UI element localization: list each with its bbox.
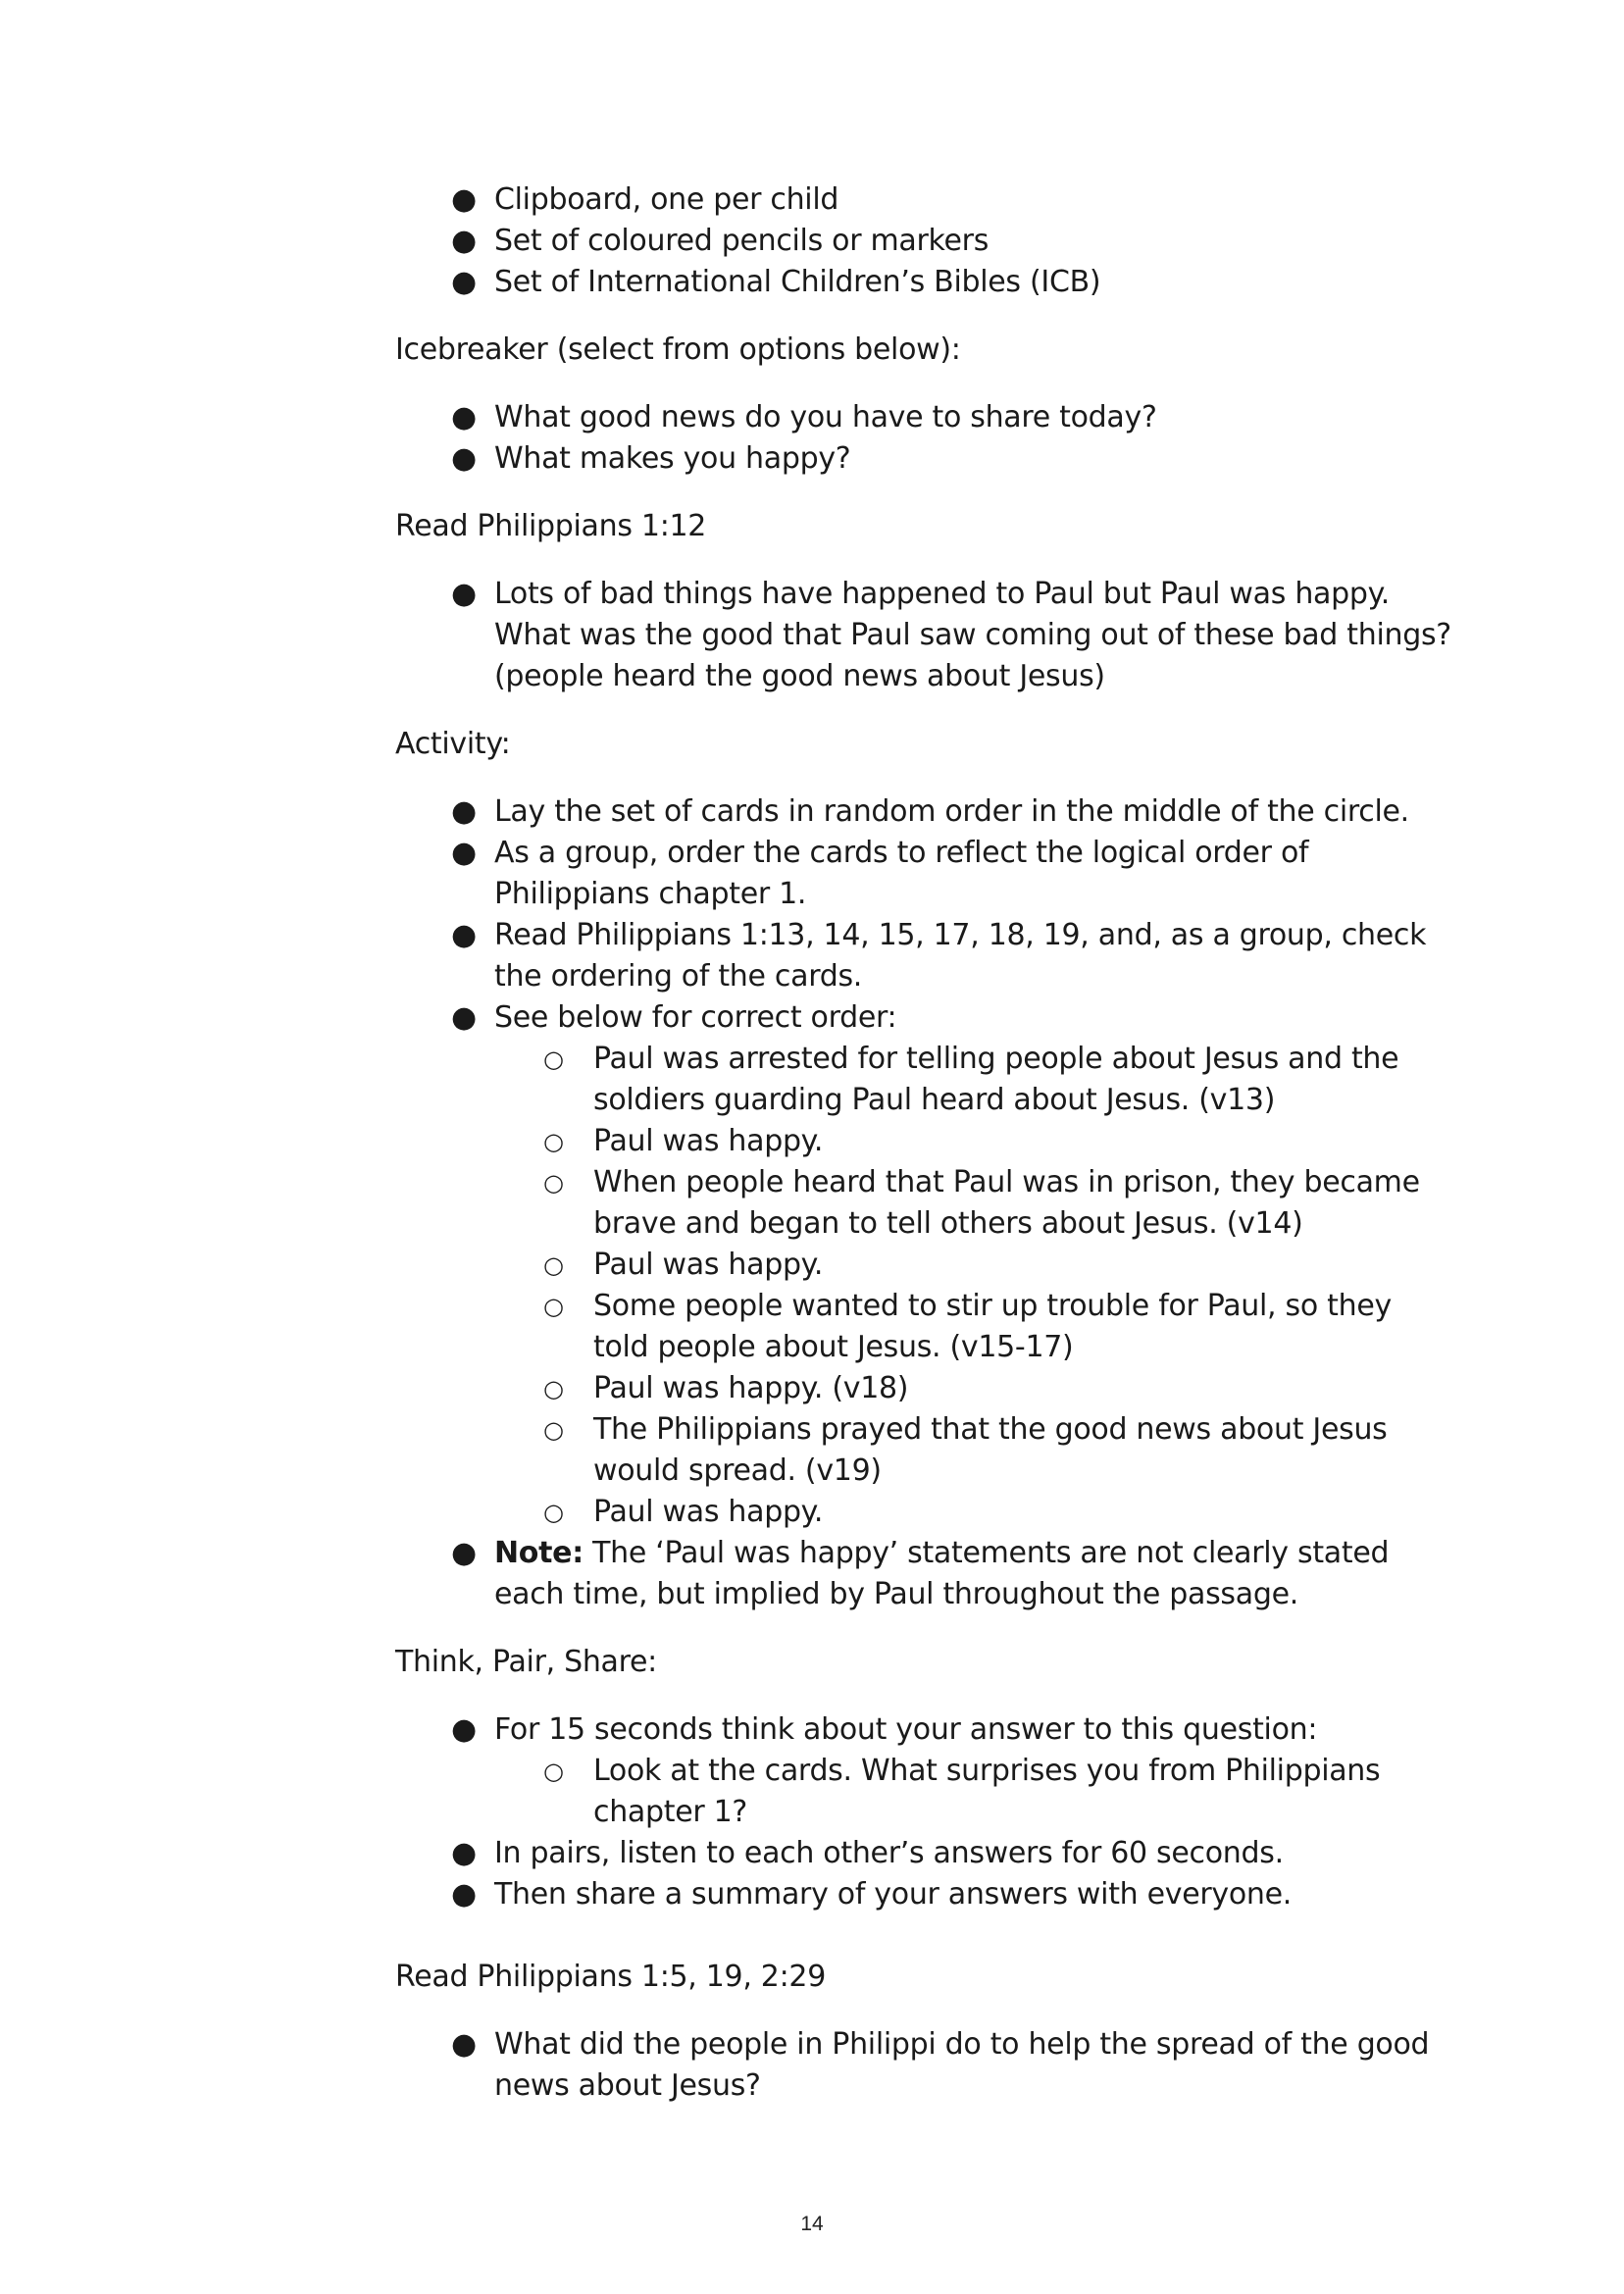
icebreaker-heading: Icebreaker (select from options below): — [395, 332, 961, 367]
list-item: ● See below for correct order: ○ Paul was arrested for telling people about Jesus and the soldiers guarding Paul heard about Jesus. (v13) ○ Paul was happy. ○ When people heard that Paul was in prison, they became brave and began to tell others about Jesus. (v14) ○ Paul was happy. ○ Some people wanted to stir up trouble for Paul, so they told people about Jesus. (v15-17) ○ Paul was happy. (v18) ○ The Philippians prayed that the good news about Jesus would spread. (v19) ○ Paul was happy. — [395, 997, 1454, 1533]
list-item: ○ Paul was happy. — [494, 1245, 1454, 1286]
list-item: ● What did the people in Philippi do to help the spread of the good news about Jesus? — [395, 2024, 1454, 2107]
list-item: ○ Look at the cards. What surprises you from Philippians chapter 1? — [494, 1751, 1454, 1833]
list-item: ○ The Philippians prayed that the good news about Jesus would spread. (v19) — [494, 1409, 1454, 1492]
read-philippians-heading: Read Philippians 1:12 — [395, 509, 707, 543]
list-item: ● Lay the set of cards in random order in the middle of the circle. — [395, 791, 1454, 833]
activity-heading: Activity: — [395, 727, 511, 761]
bullet-icon: ● — [451, 1836, 477, 1870]
materials-list — [395, 179, 1454, 303]
list-item: ● Lots of bad things have happened to Paul but Paul was happy. What was the good that Paul saw coming out of these bad things? (people heard the good news about Jesus) — [395, 574, 1454, 697]
hollow-bullet-icon: ○ — [543, 1169, 564, 1197]
hollow-bullet-icon: ○ — [543, 1758, 564, 1785]
list-item: ● In pairs, listen to each other’s answers for 60 seconds. — [395, 1833, 1454, 1874]
think-list — [395, 1709, 1454, 1915]
hollow-bullet-icon: ○ — [543, 1416, 564, 1444]
list-item: ○ Paul was happy. (v18) — [494, 1368, 1454, 1409]
read2-list — [395, 2024, 1454, 2107]
hollow-bullet-icon: ○ — [543, 1251, 564, 1279]
list-item: ● For 15 seconds think about your answer to this question: ○ Look at the cards. What surprises you from Philippians chapter 1? — [395, 1709, 1454, 1833]
list-item: ● As a group, order the cards to reflect the logical order of Philippians chapter 1. — [395, 833, 1454, 915]
bullet-icon: ● — [451, 794, 477, 829]
list-item: ● Read Philippians 1:13, 14, 15, 17, 18, 19, and, as a group, check the ordering of the cards. — [395, 915, 1454, 997]
read-philippians-heading-2: Read Philippians 1:5, 19, 2:29 — [395, 1960, 826, 1994]
hollow-bullet-icon: ○ — [543, 1499, 564, 1526]
bullet-icon: ● — [451, 1877, 477, 1912]
list-item: ● Clipboard, one per child — [395, 179, 1454, 221]
hollow-bullet-icon: ○ — [543, 1128, 564, 1155]
bullet-icon: ● — [451, 836, 477, 870]
read1-list — [395, 574, 1454, 697]
hollow-bullet-icon: ○ — [543, 1045, 564, 1073]
list-item: ○ When people heard that Paul was in prison, they became brave and began to tell others about Jesus. (v14) — [494, 1162, 1454, 1245]
list-item: ○ Paul was happy. — [494, 1492, 1454, 1533]
activity-list — [395, 791, 1454, 1615]
list-item: ● What good news do you have to share today? — [395, 397, 1454, 438]
hollow-bullet-icon: ○ — [543, 1293, 564, 1320]
list-item: ● Set of International Children’s Bibles (ICB) — [395, 262, 1454, 303]
page-number: 14 — [800, 2213, 824, 2235]
bullet-icon: ● — [451, 265, 477, 299]
list-item: ● What makes you happy? — [395, 438, 1454, 480]
icebreaker-list — [395, 397, 1454, 480]
page-content — [395, 179, 1454, 2107]
list-item: ○ Some people wanted to stir up trouble for Paul, so they told people about Jesus. (v15-17) — [494, 1286, 1454, 1368]
bullet-icon: ● — [451, 224, 477, 258]
list-item: ○ Paul was happy. — [494, 1121, 1454, 1162]
think-pair-share-heading: Think, Pair, Share: — [395, 1645, 657, 1679]
list-item: ● Set of coloured pencils or markers — [395, 221, 1454, 262]
bullet-icon: ● — [451, 1000, 477, 1035]
list-item — [395, 1533, 1454, 1615]
bullet-icon: ● — [451, 2027, 477, 2062]
hollow-bullet-icon: ○ — [543, 1375, 564, 1402]
list-item: ○ Paul was arrested for telling people about Jesus and the soldiers guarding Paul heard about Jesus. (v13) — [494, 1039, 1454, 1121]
bullet-icon: ● — [451, 441, 477, 476]
note-label: Note: — [494, 1536, 584, 1570]
bullet-icon: ● — [451, 577, 477, 611]
bullet-icon: ● — [451, 400, 477, 434]
think-sub-list — [494, 1751, 1454, 1833]
bullet-icon: ● — [451, 918, 477, 952]
card-order-list — [494, 1039, 1454, 1533]
bullet-icon: ● — [451, 182, 477, 217]
bullet-icon: ● — [451, 1712, 477, 1747]
list-item: ● Then share a summary of your answers with everyone. — [395, 1874, 1454, 1915]
note-text: The ‘Paul was happy’ statements are not clearly stated each time, but implied by Paul throughout the passage. — [494, 1536, 1390, 1611]
bullet-icon: ● — [451, 1536, 477, 1570]
